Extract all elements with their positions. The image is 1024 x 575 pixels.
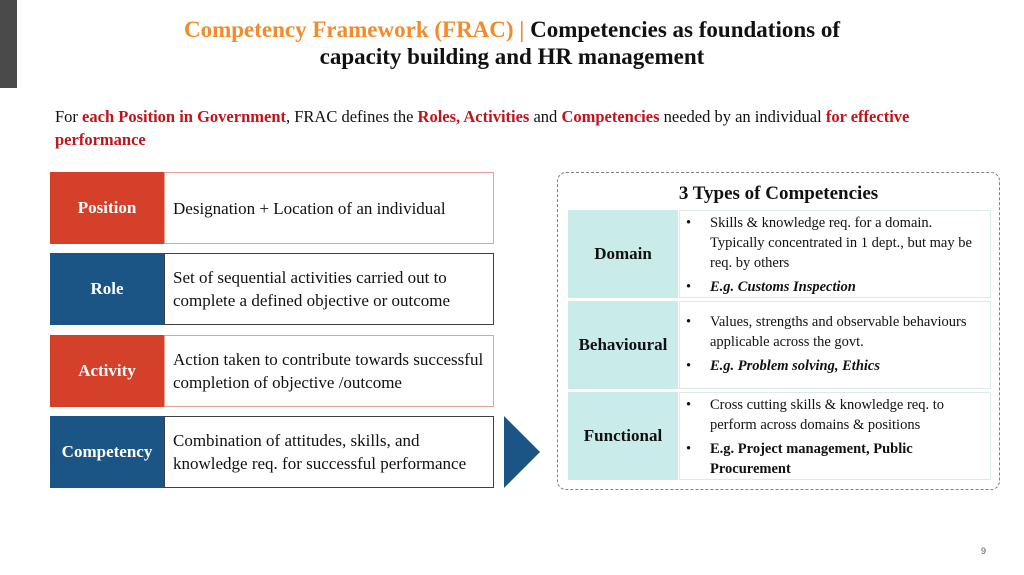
row-role bbox=[50, 253, 494, 325]
competency-behavioural bbox=[568, 301, 991, 389]
competency-domain bbox=[568, 210, 991, 298]
intro-text-2: , FRAC defines the bbox=[286, 107, 418, 126]
row-activity bbox=[50, 335, 494, 407]
row-description: Action taken to contribute towards successful completion of objective /outcome bbox=[164, 335, 494, 407]
row-competency bbox=[50, 416, 494, 488]
bullet-text: Cross cutting skills & knowledge req. to perform across domains & positions bbox=[710, 397, 944, 433]
bullet-item bbox=[686, 439, 986, 479]
bullet-example: E.g. Customs Inspection bbox=[710, 279, 856, 295]
row-description: Designation + Location of an individual bbox=[164, 172, 494, 244]
competency-label: Functional bbox=[568, 392, 678, 480]
bullet-icon: • bbox=[686, 314, 692, 330]
intro-emphasis-performance: for effective performance bbox=[55, 107, 910, 149]
row-label: Activity bbox=[50, 335, 164, 407]
intro-text-4: needed by an individual bbox=[659, 107, 826, 126]
row-label: Competency bbox=[50, 416, 164, 488]
page-number: 9 bbox=[981, 546, 987, 556]
intro-emphasis-position: each Position in Government bbox=[82, 107, 286, 126]
bullet-icon: • bbox=[686, 397, 692, 413]
bullet-icon: • bbox=[686, 279, 692, 295]
panel-title: 3 Types of Competencies bbox=[678, 183, 879, 204]
row-label: Position bbox=[50, 172, 164, 244]
competency-description bbox=[679, 210, 991, 298]
competency-types-panel bbox=[557, 172, 1000, 490]
bullet-item bbox=[686, 213, 986, 273]
row-position bbox=[50, 172, 494, 244]
bullet-item bbox=[686, 395, 986, 435]
competency-label: Behavioural bbox=[568, 301, 678, 389]
title-line-1 bbox=[0, 16, 1024, 43]
right-arrow-icon bbox=[504, 416, 540, 488]
intro-text bbox=[55, 105, 990, 151]
bullet-example: E.g. Project management, Public Procurement bbox=[710, 441, 913, 477]
bullet-item bbox=[686, 277, 986, 297]
bullet-text: Skills & knowledge req. for a domain. Typically concentrated in 1 dept., but may be req. by others bbox=[710, 215, 972, 271]
intro-emphasis-competencies: Competencies bbox=[561, 107, 660, 126]
row-description: Combination of attitudes, skills, and knowledge req. for successful performance bbox=[164, 416, 494, 488]
bullet-icon: • bbox=[686, 215, 692, 231]
bullet-icon: • bbox=[686, 358, 692, 374]
intro-emphasis-roles: Roles, Activities bbox=[417, 107, 530, 126]
bullet-item bbox=[686, 312, 986, 352]
slide-title bbox=[0, 16, 1024, 70]
intro-text-3: and bbox=[529, 107, 562, 126]
competency-label: Domain bbox=[568, 210, 678, 298]
title-orange-part: Competency Framework (FRAC) | bbox=[183, 17, 525, 42]
bullet-example: E.g. Problem solving, Ethics bbox=[710, 358, 880, 374]
competency-description bbox=[679, 392, 991, 480]
row-description: Set of sequential activities carried out to complete a defined objective or outcome bbox=[164, 253, 494, 325]
competency-functional bbox=[568, 392, 991, 480]
bullet-text: Values, strengths and observable behaviours applicable across the govt. bbox=[710, 314, 967, 350]
bullet-icon: • bbox=[686, 441, 692, 457]
intro-text-1: For bbox=[55, 107, 83, 126]
bullet-item bbox=[686, 356, 986, 376]
title-line-2: capacity building and HR management bbox=[319, 44, 705, 69]
row-label: Role bbox=[50, 253, 164, 325]
title-dark-part: Competencies as foundations of bbox=[530, 17, 840, 42]
competency-description bbox=[679, 301, 991, 389]
